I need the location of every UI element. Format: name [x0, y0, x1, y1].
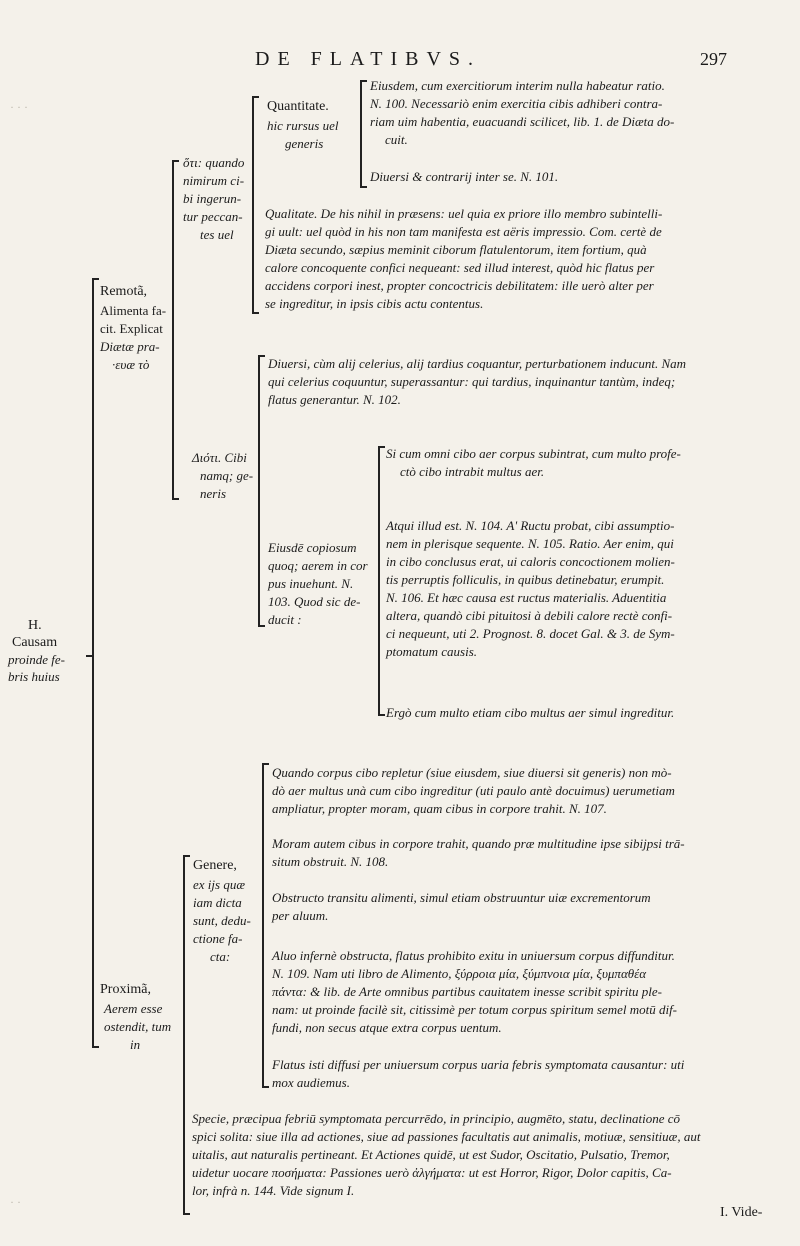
text-flatus-isti: mox audiemus. — [272, 1075, 350, 1090]
text-specie: uidetur uocare ποσήματα: Passiones uerò ἀλγήματα: ut est Horror, Rigor, Dolor capitis, Ca- — [192, 1165, 672, 1180]
text-atqui: in cibo conclusus erat, ui caloris concoctionem molien- — [386, 554, 675, 569]
text-atqui: ptomatum causis. — [386, 644, 477, 659]
label-causam: proinde fe- — [8, 652, 65, 667]
text-qualitate: se ingreditur, in ipsis cibis actu contentus. — [265, 296, 484, 311]
label-remota: ·ευæ τὸ — [112, 357, 150, 372]
text-qualitate: gi uult: uel quòd in his non tam manifesta est aëris impressio. Com. certè de — [265, 224, 662, 239]
label-hoti: tes uel — [200, 227, 234, 242]
text-aluo: πάντα: & lib. de Arte omnibus partibus cauitatem inesse scribit spiritu ple- — [272, 984, 662, 999]
brace-point — [86, 655, 92, 657]
text-si-cum: Si cum omni cibo aer corpus subintrat, cum multo profe- — [386, 446, 681, 461]
text-aluo: fundi, non secus atque extra corpus uentum. — [272, 1020, 502, 1035]
label-remota: Remotã, — [100, 284, 148, 299]
text-eiusde-copiosum: quoq; aerem in cor — [268, 558, 368, 573]
label-quantitate: generis — [285, 136, 324, 151]
text-eiusdem-exercit: cuit. — [385, 132, 408, 147]
proxima-brace — [183, 855, 185, 1215]
label-genere: sunt, dedu- — [193, 913, 251, 928]
text-specie: lor, infrà n. 144. Vide signum I. — [192, 1183, 355, 1198]
label-genere: Genere, — [193, 858, 237, 873]
label-genere: cta: — [210, 949, 231, 964]
dioti-brace — [258, 355, 260, 627]
hoti-brace — [252, 96, 254, 314]
label-dioti: Διότι. Cibi — [192, 450, 247, 465]
text-diversi-contrarii: Diuersi & contrarij inter se. N. 101. — [370, 169, 559, 184]
text-atqui: Atqui illud est. N. 104. A' Ructu probat, cibi assumptio- — [386, 518, 675, 533]
text-quando: dò aer multus unà cum cibo ingreditur (uti paulo antè docuimus) uerumetiam — [272, 783, 675, 798]
text-specie: spici solita: siue illa ad actiones, siue ad passiones facultatis aut animalis, motiuæ, sensitiuæ, aut — [192, 1129, 701, 1144]
label-hoti: tur peccan- — [183, 209, 243, 224]
text-eiusdem-exercit: riam uim habentia, euacuandi scilicet, lib. 1. de Diæta do- — [370, 114, 675, 129]
genere-brace — [262, 763, 264, 1088]
label-remota: Alimenta fa- — [100, 303, 167, 318]
label-quantitate: hic rursus uel — [267, 118, 339, 133]
label-causam: Causam — [12, 635, 58, 650]
text-eiusde-copiosum: pus inuehunt. N. — [268, 576, 354, 591]
label-genere: iam dicta — [193, 895, 242, 910]
text-ergo: Ergò cum multo etiam cibo multus aer simul ingreditur. — [386, 705, 675, 720]
text-qualitate: accidens corpori inest, propter concoctricis debilitatem: ille uerò alter per — [265, 278, 654, 293]
bleed-through: · · — [10, 1195, 21, 1209]
text-aluo: nam: ut proinde facilè sit, citissimè per totum corpus spiritum semel motū dif- — [272, 1002, 678, 1017]
text-atqui: altera, quandò cibi pituitosi à debili calore rectè confi- — [386, 608, 673, 623]
text-obstructo: per aluum. — [272, 908, 329, 923]
quantitate-brace — [360, 80, 362, 188]
text-moram: Moram autem cibus in corpore trahit, quando præ multitudine ipse sibijpsi trā- — [272, 836, 685, 851]
text-qualitate: Diæta secundo, sæpius meminit ciborum flatulentorum, item fortium, quà — [265, 242, 647, 257]
label-proxima: in — [130, 1037, 141, 1052]
text-diversi-celerius: flatus generantur. N. 102. — [268, 392, 401, 407]
text-atqui: ci nequeunt, uti 2. Prognost. 8. docet Gal. & 3. de Sym- — [386, 626, 675, 641]
text-qualitate: calore concoquente confici nequeant: sed illud interest, quòd hic flatus per — [265, 260, 655, 275]
label-causam: bris huius — [8, 669, 60, 684]
text-diversi-celerius: qui celerius coquuntur, superassantur: qui tardius, inquinantur tantùm, indeq; — [268, 374, 676, 389]
text-obstructo: Obstructo transitu alimenti, simul etiam obstruuntur uiæ excrementorum — [272, 890, 651, 905]
label-hoti: ὅτι: quando — [183, 155, 245, 170]
text-aluo: Aluo infernè obstructa, flatus prohibito exitu in uniuersum corpus diffunditur. — [272, 948, 675, 963]
main-brace — [92, 278, 94, 1048]
text-eiusde-copiosum: Eiusdē copiosum — [268, 540, 357, 555]
label-remota: Diætæ pra- — [100, 339, 160, 354]
text-eiusdem-exercit: Eiusdem, cum exercitiorum interim nulla habeatur ratio. — [370, 78, 665, 93]
text-quando: Quando corpus cibo repletur (siue eiusdem, siue diuersi sit generis) non mò- — [272, 765, 672, 780]
label-dioti: namq; ge- — [200, 468, 254, 483]
text-diversi-celerius: Diuersi, cùm alij celerius, alij tardius coquantur, perturbationem inducunt. Nam — [268, 356, 687, 371]
text-atqui: nem in plerisque sequente. N. 105. Ratio. Aer enim, qui — [386, 536, 674, 551]
bleed-through: · · · — [10, 100, 28, 114]
label-remota: cit. Explicat — [100, 321, 163, 336]
text-eiusde-copiosum: 103. Quod sic de- — [268, 594, 361, 609]
running-title: DE FLATIBVS. — [255, 48, 482, 70]
text-qualitate: Qualitate. De his nihil in præsens: uel quia ex priore illo membro subintelli- — [265, 206, 663, 221]
label-proxima: ostendit, tum — [104, 1019, 172, 1034]
text-eiusde-copiosum: ducit : — [268, 612, 302, 627]
text-eiusdem-exercit: N. 100. Necessariò enim exercitia cibis adhiberi contra- — [370, 96, 663, 111]
remota-brace — [172, 160, 174, 500]
label-dioti: neris — [200, 486, 226, 501]
label-hoti: bi ingerun- — [183, 191, 242, 206]
label-h: H. — [28, 618, 42, 633]
text-atqui: tis perruptis folliculis, in quibus detinebatur, erumpit. — [386, 572, 665, 587]
text-quando: ampliatur, propter moram, quam cibus in corpore trahit. N. 107. — [272, 801, 607, 816]
text-si-cum: ctò cibo intrabit multus aer. — [400, 464, 545, 479]
catchword: I. Vide- — [720, 1205, 763, 1220]
page-number: 297 — [700, 49, 727, 69]
text-specie: uitalis, aut naturalis pertineant. Et Actiones quidē, ut est Sudor, Oscitatio, Pulsatio, Tremor, — [192, 1147, 670, 1162]
label-proxima: Aerem esse — [104, 1001, 163, 1016]
label-hoti: nimirum ci- — [183, 173, 245, 188]
text-flatus-isti: Flatus isti diffusi per uniuersum corpus uaria febris symptomata causantur: uti — [272, 1057, 685, 1072]
label-genere: ctione fa- — [193, 931, 243, 946]
label-quantitate: Quantitate. — [267, 99, 329, 114]
label-genere: ex ijs quæ — [193, 877, 245, 892]
text-moram: situm obstruit. N. 108. — [272, 854, 389, 869]
copiosum-brace — [378, 446, 380, 716]
text-aluo: N. 109. Nam uti libro de Alimento, ξύρροια μία, ξύμπνοια μία, ξυμπαθέα — [272, 966, 647, 981]
text-atqui: N. 106. Et hæc causa est ructus materialis. Aduentitia — [386, 590, 667, 605]
text-specie: Specie, præcipua febriū symptomata percurrēdo, in principio, augmēto, statu, declinatione cō — [192, 1111, 681, 1126]
label-proxima: Proximã, — [100, 982, 151, 997]
